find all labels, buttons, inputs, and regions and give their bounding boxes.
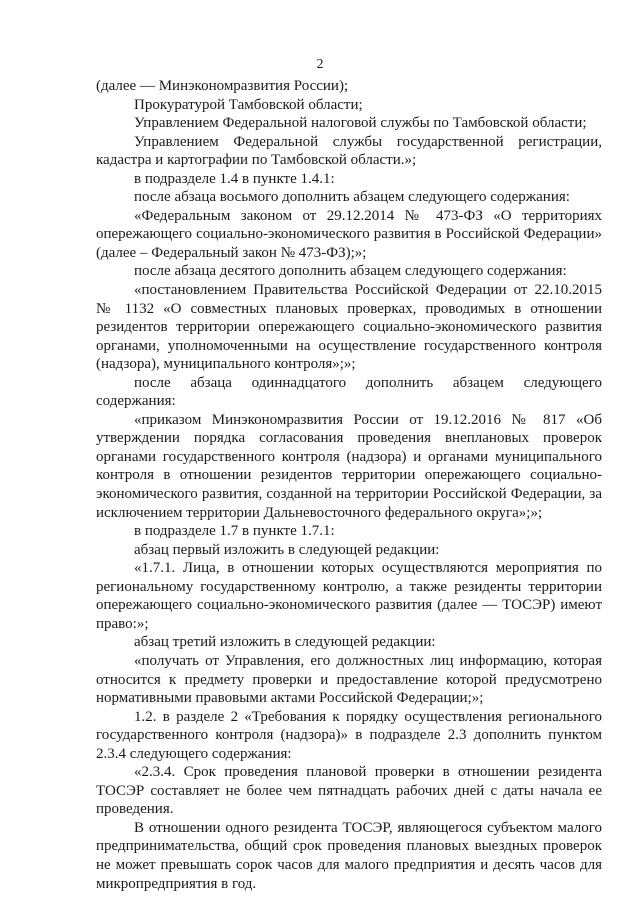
paragraph-tax-service: Управлением Федеральной налоговой службы по Тамбовской области; bbox=[134, 115, 587, 132]
paragraph-mineconomy-abbrev: (далее — Минэкономразвития России); bbox=[96, 78, 349, 94]
paragraph-registration-service: Управлением Федеральной службы государственной регистрации, кадастра и картографии по Тамбовской области.»; bbox=[96, 133, 602, 169]
paragraph-clause-1-7-1: «1.7.1. Лица, в отношении которых осуществляются мероприятия по региональному государственному контролю, а также резиденты территории опережающего социально-экономического развития (далее — ТОСЭР) имеют право:»; bbox=[96, 560, 602, 632]
paragraph-order-817: «приказом Минэкономразвития России от 19.12.2016 № 817 «Об утверждении порядка согласования проведения внеплановых проверок органами государственного контроля (надзора) и органами муниципального контроля в отношении резидентов территории опережающего социально-экономического развития, созданной на территории Российской Федерации, за исключением территории Дальневосточного федерального округа»;»; bbox=[96, 411, 602, 521]
paragraph-receive-information: «получать от Управления, его должностных лиц информацию, которая относится к предмету проверки и предоставление которой предусмотрено нормативными правовыми актами Российской Федерации;»; bbox=[96, 652, 602, 707]
paragraph-resolution-1132: «постановлением Правительства Российской Федерации от 22.10.2015 № 1132 «О совместных плановых проверках, проводимых в отношении резидентов территории опережающего социально-экономического развития органами, уполномоченными на осуществление государственного контроля (надзора), муниципального контроля»;»; bbox=[96, 282, 602, 373]
paragraph-first-abzac: абзац первый изложить в следующей редакции: bbox=[134, 541, 440, 558]
paragraph-prosecutor: Прокуратурой Тамбовской области; bbox=[134, 96, 363, 113]
paragraph-clause-2-3-4: «2.3.4. Срок проведения плановой проверки в отношении резидента ТОСЭР составляет не более чем пятнадцать рабочих дней с даты начала ее проведения. bbox=[96, 764, 602, 818]
paragraph-after-tenth: после абзаца десятого дополнить абзацем следующего содержания: bbox=[134, 263, 567, 280]
paragraph-third-abzac: абзац третий изложить в следующей редакции: bbox=[134, 634, 436, 651]
paragraph-small-business: В отношении одного резидента ТОСЭР, являющегося субъектом малого предпринимательства, общий срок проведения плановых выездных проверок не может превышать сорок часов для малого предприятия и десять часов для микропредприятия в год. bbox=[96, 819, 602, 892]
paragraph-after-eighth: после абзаца восьмого дополнить абзацем следующего содержания: bbox=[134, 189, 570, 206]
paragraph-subsection-1-7: в подразделе 1.7 в пункте 1.7.1: bbox=[134, 523, 335, 540]
document-body bbox=[96, 77, 602, 893]
paragraph-federal-law-473: «Федеральным законом от 29.12.2014 № 473-ФЗ «О территориях опережающего социально-экономического развития в Российской Федерации» (далее – Федеральный закон № 473-ФЗ);»; bbox=[96, 207, 602, 261]
page-number: 2 bbox=[316, 57, 324, 72]
paragraph-section-2: 1.2. в разделе 2 «Требования к порядку осуществления регионального государственного контроля (надзора)» в подразделе 2.3 дополнить пунктом 2.3.4 следующего содержания: bbox=[96, 708, 602, 762]
paragraph-subsection-1-4: в подразделе 1.4 в пункте 1.4.1: bbox=[134, 170, 335, 187]
paragraph-after-eleventh: после абзаца одиннадцатого дополнить абзацем следующего содержания: bbox=[96, 374, 602, 410]
